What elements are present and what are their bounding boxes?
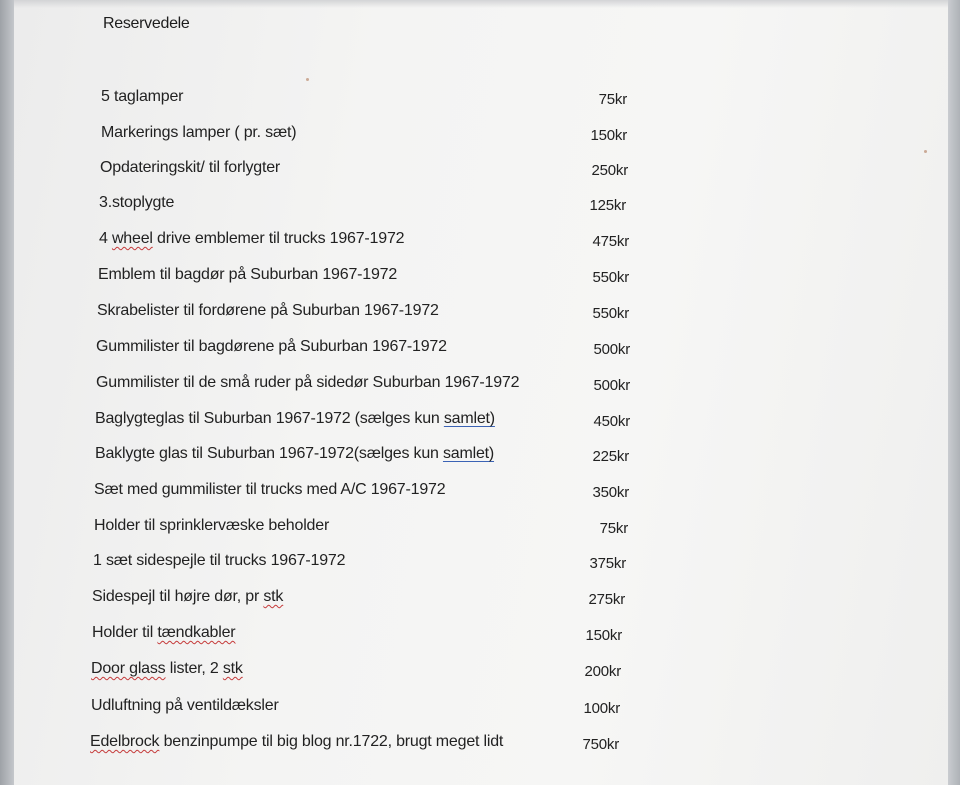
item-description: Door glass lister, 2 stk [91,660,243,677]
list-item[interactable] [91,660,621,682]
list-item[interactable] [99,194,626,216]
list-item[interactable] [101,124,627,146]
item-description: 4 wheel drive emblemer til trucks 1967-1972 [99,230,405,247]
item-description: Opdateringskit/ til forlygter [100,159,281,176]
item-description: 1 sæt sidespejle til trucks 1967-1972 [93,552,346,569]
item-description: Emblem til bagdør på Suburban 1967-1972 [98,266,398,283]
list-item[interactable] [95,445,629,467]
item-price: 375kr [589,555,626,572]
item-description: Baglygteglas til Suburban 1967-1972 (sælges kun samlet) [95,410,495,427]
grammar-mark: samlet) [443,410,495,427]
page-top-edge [14,0,948,8]
item-price: 550kr [592,305,629,322]
document-title: Reservedele [103,15,190,32]
item-price: 225kr [592,448,629,465]
item-price: 500kr [593,341,630,358]
grammar-mark: samlet) [442,445,495,462]
item-description: Holder til sprinklervæske beholder [94,517,330,534]
list-item[interactable] [92,624,622,646]
spellcheck-mark: stk [222,660,243,677]
item-price: 450kr [593,413,630,430]
item-price: 75kr [599,520,628,537]
list-item[interactable] [98,266,629,288]
item-description: Skrabelister til fordørene på Suburban 1967-1972 [97,302,439,319]
item-price: 475kr [592,233,629,250]
list-item[interactable] [90,733,619,755]
list-item[interactable] [99,230,629,252]
spellcheck-mark: Edelbrock [90,733,160,750]
document-page[interactable] [14,0,948,785]
item-description: Markerings lamper ( pr. sæt) [101,124,297,141]
item-price: 275kr [588,591,625,608]
item-price: 125kr [589,197,626,214]
item-price: 150kr [585,627,622,644]
monitor-bezel-left [0,0,14,785]
item-description: Holder til tændkabler [92,624,236,641]
item-price: 550kr [592,269,629,286]
list-item[interactable] [94,481,629,503]
item-description: Gummilister til de små ruder på sidedør Suburban 1967-1972 [96,374,520,391]
list-item[interactable] [91,697,620,719]
monitor-bezel-right [948,0,960,785]
item-description: Sæt med gummilister til trucks med A/C 1967-1972 [94,481,446,498]
spellcheck-mark: stk [263,588,284,605]
spellcheck-mark: wheel [111,230,153,247]
screen-speck [306,78,309,81]
item-price: 500kr [593,377,630,394]
list-item[interactable] [93,552,626,574]
item-description: Gummilister til bagdørene på Suburban 1967-1972 [96,338,447,355]
screen-speck [924,150,927,153]
spellcheck-mark: Door glass [91,660,166,677]
spellcheck-mark: tændkabler [157,624,236,641]
item-description: Sidespejl til højre dør, pr stk [92,588,284,605]
item-price: 200kr [584,663,621,680]
list-item[interactable] [94,517,628,539]
item-description: Baklygte glas til Suburban 1967-1972(sælges kun samlet) [95,445,495,462]
list-item[interactable] [96,374,630,396]
item-description: Edelbrock benzinpumpe til big blog nr.1722, brugt meget lidt [90,733,504,750]
list-item[interactable] [100,159,628,181]
item-price: 100kr [583,700,620,717]
item-price: 350kr [592,484,629,501]
item-description: Udluftning på ventildæksler [91,697,279,714]
list-item[interactable] [101,88,627,110]
list-item[interactable] [96,338,630,360]
item-description: 5 taglamper [101,88,184,105]
list-item[interactable] [95,410,630,432]
item-price: 75kr [598,91,627,108]
item-price: 750kr [582,736,619,753]
item-price: 150kr [590,127,627,144]
item-price: 250kr [591,162,628,179]
list-item[interactable] [92,588,625,610]
list-item[interactable] [97,302,629,324]
item-description: 3.stoplygte [99,194,175,211]
